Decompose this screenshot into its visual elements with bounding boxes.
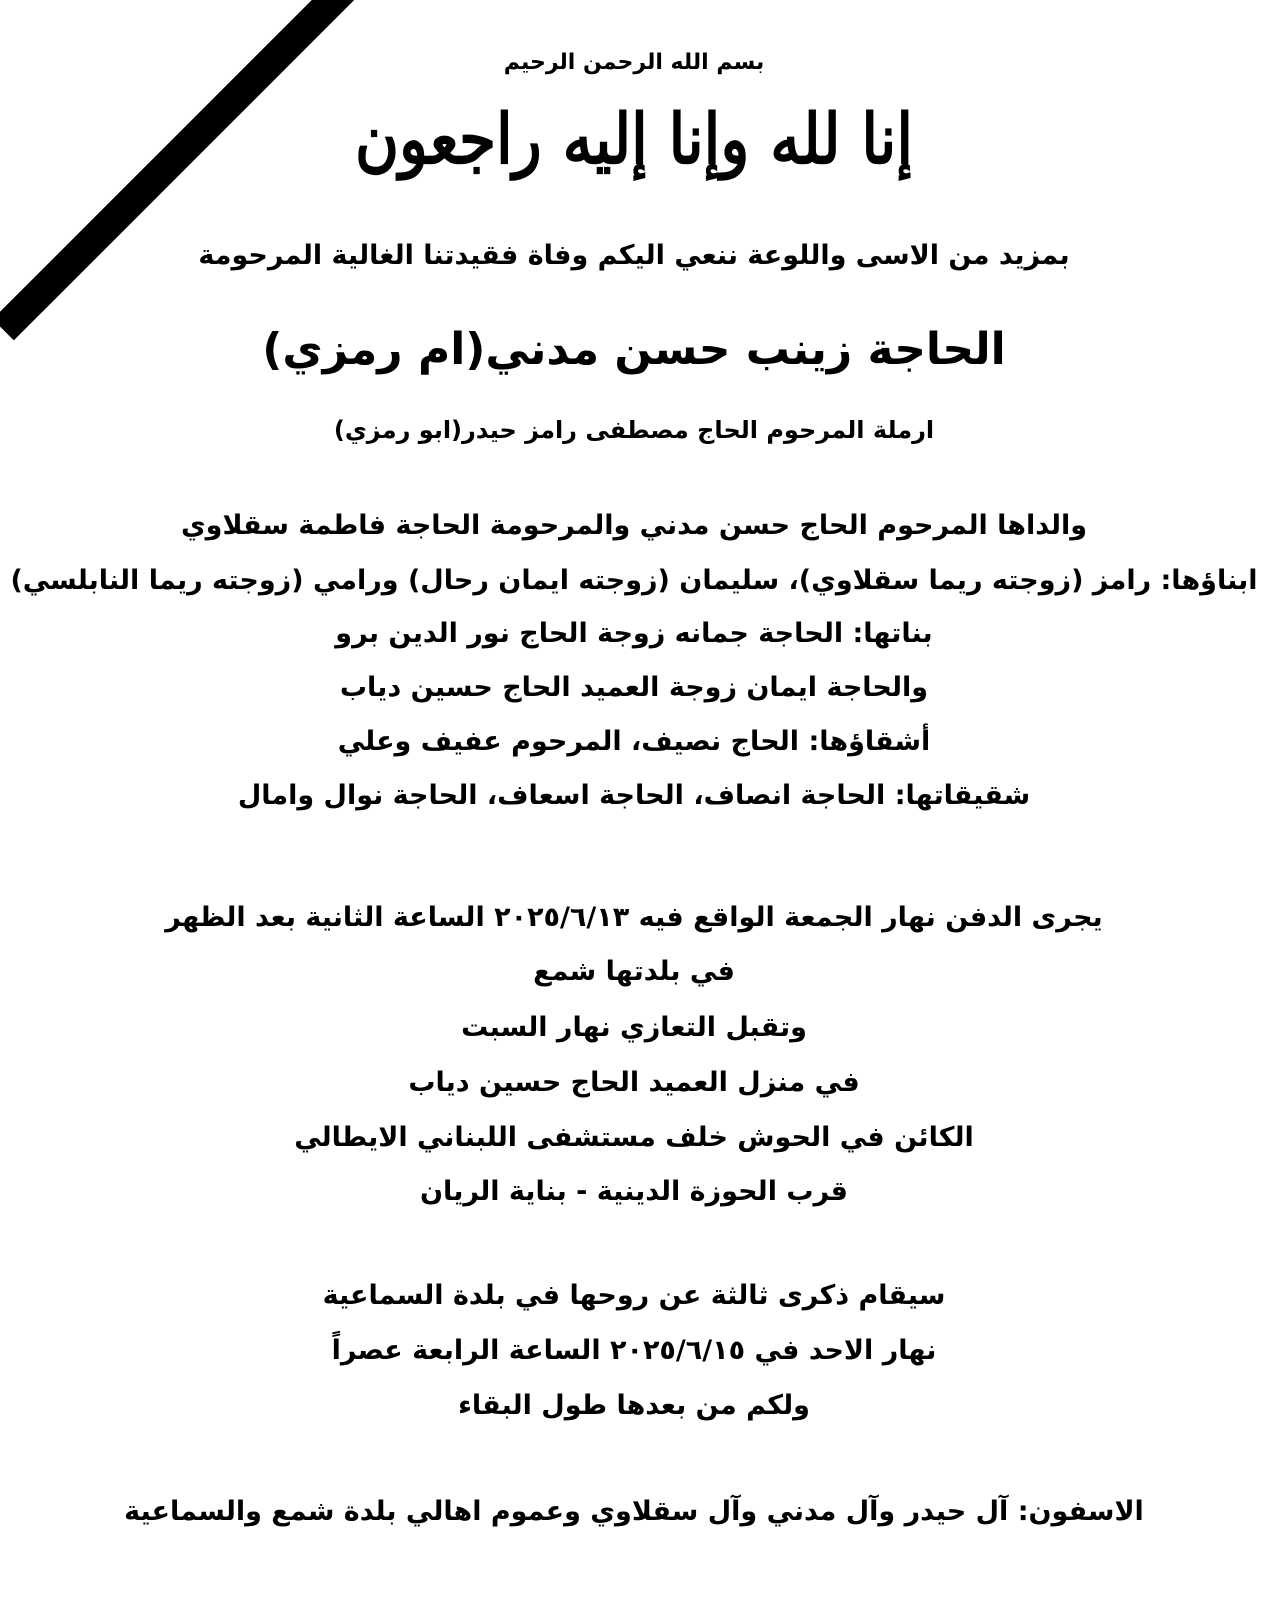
daughters-line-1: بناتها: الحاجة جمانه زوجة الحاج نور الدين برو xyxy=(335,618,933,649)
basmala: بسم الله الرحمن الرحيم xyxy=(503,50,765,75)
verse-block xyxy=(0,99,1268,181)
sisters-line: شقيقاتها: الحاجة انصاف، الحاجة اسعاف، الحاجة نوال وامال xyxy=(237,780,1031,811)
memorial-line-1: سيقام ذكرى ثالثة عن روحها في بلدة السماعية xyxy=(322,1280,946,1311)
burial-place-line: في بلدتها شمع xyxy=(533,956,735,987)
condolence-location-line: الكائن في الحوش خلف مستشفى اللبناني الايطالي xyxy=(294,1122,974,1153)
burial-line: يجرى الدفن نهار الجمعة الواقع فيه ٢٠٢٥/٦/١٣ الساعة الثانية بعد الظهر xyxy=(165,902,1103,933)
parents-line: والداها المرحوم الحاج حسن مدني والمرحومة الحاجة فاطمة سقلاوي xyxy=(180,510,1088,541)
widow-of-line: ارملة المرحوم الحاج مصطفى رامز حيدر(ابو رمزي) xyxy=(333,416,935,444)
brothers-line: أشقاؤها: الحاج نصيف، المرحوم عفيف وعلي xyxy=(337,726,931,757)
condolence-near-line: قرب الحوزة الدينية - بناية الريان xyxy=(420,1176,848,1207)
condolence-house-line: في منزل العميد الحاج حسين دياب xyxy=(408,1067,860,1098)
daughters-line-2: والحاجة ايمان زوجة العميد الحاج حسين دياب xyxy=(339,672,929,703)
sons-line: ابناؤها: رامز (زوجته ريما سقلاوي)، سليمان (زوجته ايمان رحال) ورامي (زوجته ريما النابلسي) xyxy=(10,565,1258,596)
condolence-day-line: وتقبل التعازي نهار السبت xyxy=(461,1012,807,1043)
memorial-line-2: نهار الاحد في ٢٠٢٥/٦/١٥ الساعة الرابعة عصراً xyxy=(331,1335,937,1366)
intro-line: بمزيد من الاسى واللوعة ننعي اليكم وفاة فقيدتنا الغالية المرحومة xyxy=(198,240,1070,271)
memorial-line-3: ولكم من بعدها طول البقاء xyxy=(458,1390,810,1421)
mourners-line: الاسفون: آل حيدر وآل مدني وآل سقلاوي وعموم اهالي بلدة شمع والسماعية xyxy=(124,1496,1144,1527)
deceased-name: الحاجة زينب حسن مدني(ام رمزي) xyxy=(262,324,1006,375)
quran-verse-calligraphy: إنا لله وإنا إليه راجعون xyxy=(354,99,914,181)
